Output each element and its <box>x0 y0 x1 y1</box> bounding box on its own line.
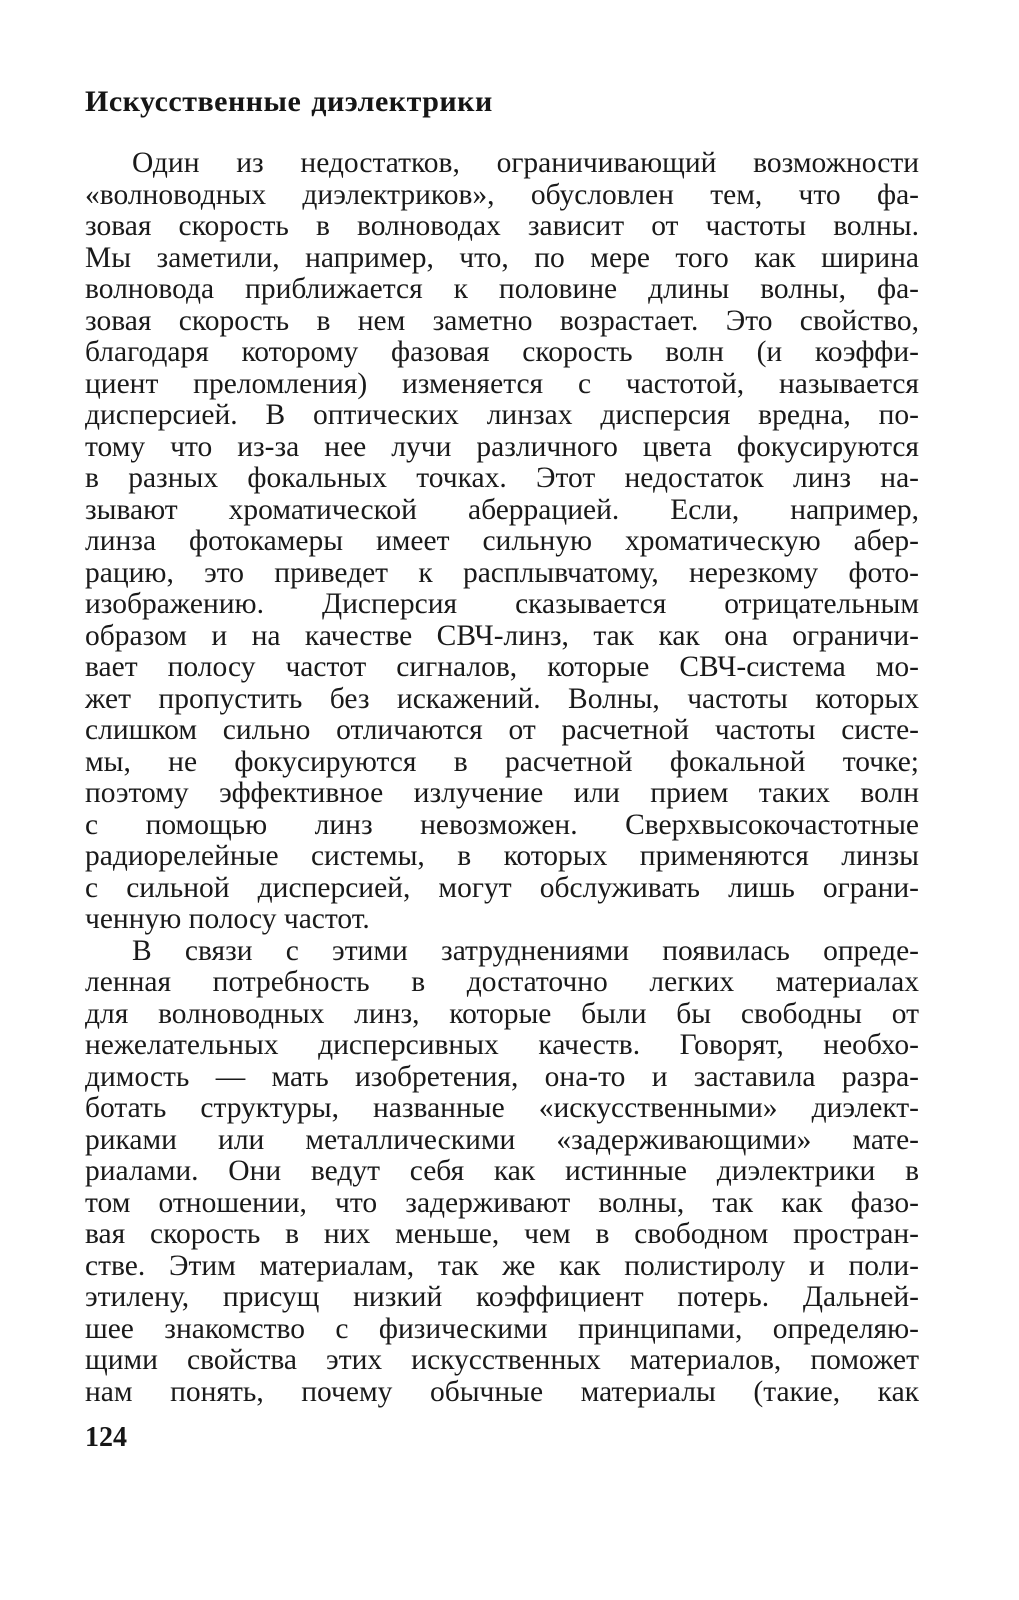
text-line: в разных фокальных точках. Этот недостаток линз на- <box>85 462 919 494</box>
text-line: циент преломления) изменяется с частотой, называется <box>85 367 919 400</box>
text-line: мы, не фокусируются в расчетной фокальной точке; <box>85 745 919 778</box>
heading-word-1: Искусственные <box>85 85 302 118</box>
text-line: вая скорость в них меньше, чем в свободном простран- <box>85 1218 919 1250</box>
text-line: вает полосу частот сигналов, которые СВЧ-система мо- <box>85 651 919 683</box>
paragraph-1 <box>85 148 919 936</box>
text-line: с помощью линз невозможен. Сверхвысокочастотные <box>85 808 919 841</box>
text-line: ленная потребность в достаточно легких материалах <box>85 966 919 998</box>
text-line: Мы заметили, например, что, по мере того как ширина <box>85 241 919 274</box>
text-line: стве. Этим материалам, так же как полистиролу и поли- <box>85 1249 919 1282</box>
text-line: зывают хроматической аберрацией. Если, например, <box>85 493 919 526</box>
text-line: линза фотокамеры имеет сильную хроматическую абер- <box>85 525 919 557</box>
text-line: Один из недостатков, ограничивающий возможности <box>132 147 919 179</box>
text-line: дисперсией. В оптических линзах дисперсия вредна, по- <box>85 399 919 431</box>
section-heading <box>85 84 919 120</box>
text-line: слишком сильно отличаются от расчетной частоты систе- <box>85 714 919 746</box>
text-line: щими свойства этих искусственных материалов, поможет <box>85 1344 919 1376</box>
text-line: жет пропустить без искажений. Волны, частоты которых <box>85 682 919 715</box>
text-line: риками или металлическими «задерживающими» мате- <box>85 1123 919 1156</box>
text-line: зовая скорость в волноводах зависит от частоты волны. <box>85 210 919 242</box>
text-line: нежелательных дисперсивных качеств. Говорят, необхо- <box>85 1029 919 1061</box>
paragraph-2 <box>85 936 919 1409</box>
text-line: ботать структуры, названные «искусственными» диэлект- <box>85 1092 919 1124</box>
text-line: этилену, присущ низкий коэффициент потерь. Дальней- <box>85 1281 919 1313</box>
text-line: ченную полосу частот. <box>85 903 370 935</box>
text-line: В связи с этими затруднениями появилась опреде- <box>132 934 919 967</box>
text-line: радиорелейные системы, в которых применяются линзы <box>85 840 919 872</box>
text-line: том отношении, что задерживают волны, так как фазо- <box>85 1186 919 1219</box>
text-line: димость — мать изобретения, она-то и заставила разра- <box>85 1060 919 1093</box>
text-line: с сильной дисперсией, могут обслуживать лишь ограни- <box>85 871 919 904</box>
text-line: тому что из-за нее лучи различного цвета фокусируются <box>85 430 919 463</box>
text-line: изображению. Дисперсия сказывается отрицательным <box>85 588 919 620</box>
text-line: риалами. Они ведут себя как истинные диэлектрики в <box>85 1155 919 1187</box>
text-line: зовая скорость в нем заметно возрастает. Это свойство, <box>85 304 919 337</box>
text-line: поэтому эффективное излучение или прием таких волн <box>85 777 919 809</box>
text-line: для волноводных линз, которые были бы свободны от <box>85 997 919 1030</box>
text-line: благодаря которому фазовая скорость волн (и коэффи- <box>85 336 919 368</box>
text-line: образом и на качестве СВЧ-линз, так как она ограничи- <box>85 619 919 652</box>
text-line: «волноводных диэлектриков», обусловлен тем, что фа- <box>85 178 919 211</box>
text-line: волновода приближается к половине длины волны, фа- <box>85 273 919 305</box>
text-line: шее знакомство с физическими принципами, определяю- <box>85 1312 919 1345</box>
text-line: рацию, это приведет к расплывчатому, нерезкому фото- <box>85 556 919 589</box>
page-body <box>85 84 919 1408</box>
heading-word-2: диэлектрики <box>311 85 493 118</box>
text-line: нам понять, почему обычные материалы (такие, как <box>85 1375 919 1408</box>
page-number: 124 <box>85 1422 127 1453</box>
